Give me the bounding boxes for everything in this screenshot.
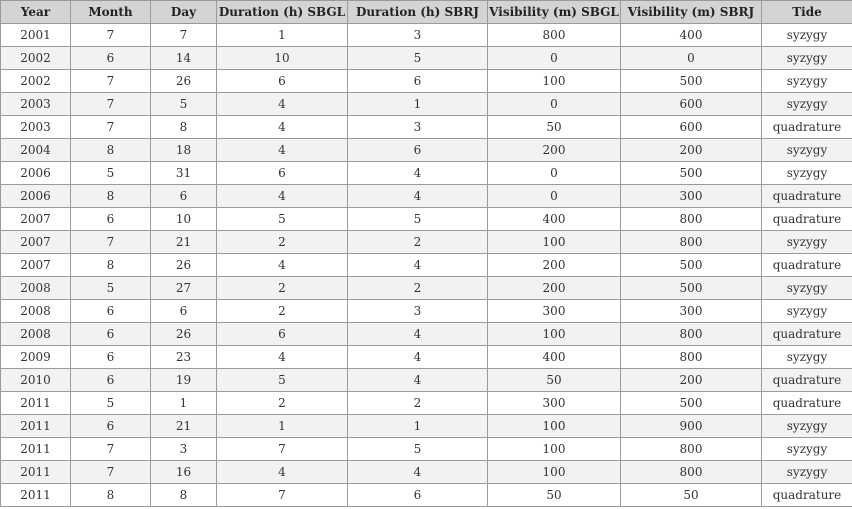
cell-duration-sbrj: 5 [348, 208, 488, 231]
cell-visibility-sbgl: 0 [488, 47, 621, 70]
cell-tide: quadrature [762, 116, 852, 139]
cell-duration-sbrj: 5 [348, 47, 488, 70]
cell-month: 6 [71, 415, 151, 438]
cell-visibility-sbgl: 100 [488, 231, 621, 254]
cell-year: 2001 [1, 24, 71, 47]
cell-duration-sbrj: 4 [348, 369, 488, 392]
cell-duration-sbgl: 4 [217, 254, 348, 277]
cell-duration-sbrj: 4 [348, 323, 488, 346]
table-row [1, 346, 852, 369]
cell-day: 26 [151, 323, 217, 346]
cell-day: 31 [151, 162, 217, 185]
cell-day: 26 [151, 70, 217, 93]
cell-visibility-sbrj: 500 [621, 392, 762, 415]
cell-visibility-sbgl: 200 [488, 254, 621, 277]
cell-month: 8 [71, 139, 151, 162]
cell-year: 2007 [1, 254, 71, 277]
cell-year: 2011 [1, 461, 71, 484]
cell-day: 21 [151, 415, 217, 438]
cell-year: 2004 [1, 139, 71, 162]
cell-visibility-sbrj: 300 [621, 185, 762, 208]
cell-visibility-sbrj: 0 [621, 47, 762, 70]
cell-tide: syzygy [762, 277, 852, 300]
cell-visibility-sbgl: 0 [488, 185, 621, 208]
cell-month: 7 [71, 24, 151, 47]
cell-day: 23 [151, 346, 217, 369]
cell-month: 6 [71, 300, 151, 323]
cell-month: 5 [71, 277, 151, 300]
cell-month: 7 [71, 93, 151, 116]
cell-tide: syzygy [762, 346, 852, 369]
cell-duration-sbrj: 4 [348, 461, 488, 484]
cell-year: 2011 [1, 438, 71, 461]
cell-day: 21 [151, 231, 217, 254]
cell-visibility-sbrj: 600 [621, 116, 762, 139]
cell-day: 14 [151, 47, 217, 70]
cell-month: 8 [71, 484, 151, 507]
cell-visibility-sbgl: 400 [488, 346, 621, 369]
header-visibility-sbrj: Visibility (m) SBRJ [621, 1, 762, 24]
table-row [1, 185, 852, 208]
cell-year: 2008 [1, 277, 71, 300]
table-row [1, 300, 852, 323]
cell-visibility-sbrj: 400 [621, 24, 762, 47]
cell-year: 2011 [1, 484, 71, 507]
header-month: Month [71, 1, 151, 24]
cell-duration-sbgl: 6 [217, 162, 348, 185]
cell-duration-sbrj: 6 [348, 70, 488, 93]
cell-tide: quadrature [762, 185, 852, 208]
cell-tide: syzygy [762, 300, 852, 323]
cell-tide: syzygy [762, 231, 852, 254]
cell-visibility-sbgl: 100 [488, 415, 621, 438]
cell-visibility-sbrj: 800 [621, 208, 762, 231]
cell-day: 10 [151, 208, 217, 231]
cell-visibility-sbrj: 800 [621, 346, 762, 369]
cell-day: 27 [151, 277, 217, 300]
cell-duration-sbrj: 1 [348, 93, 488, 116]
cell-month: 7 [71, 70, 151, 93]
cell-visibility-sbgl: 200 [488, 139, 621, 162]
cell-tide: syzygy [762, 139, 852, 162]
cell-duration-sbrj: 4 [348, 185, 488, 208]
cell-duration-sbrj: 5 [348, 438, 488, 461]
cell-visibility-sbrj: 800 [621, 461, 762, 484]
cell-visibility-sbrj: 500 [621, 162, 762, 185]
cell-month: 7 [71, 116, 151, 139]
cell-visibility-sbrj: 500 [621, 277, 762, 300]
cell-year: 2007 [1, 231, 71, 254]
header-year: Year [1, 1, 71, 24]
cell-visibility-sbgl: 100 [488, 438, 621, 461]
cell-visibility-sbgl: 100 [488, 70, 621, 93]
cell-duration-sbgl: 7 [217, 484, 348, 507]
cell-tide: quadrature [762, 484, 852, 507]
cell-duration-sbgl: 2 [217, 392, 348, 415]
cell-visibility-sbrj: 200 [621, 139, 762, 162]
table-row [1, 139, 852, 162]
table-row [1, 24, 852, 47]
cell-duration-sbgl: 7 [217, 438, 348, 461]
cell-month: 6 [71, 47, 151, 70]
cell-year: 2009 [1, 346, 71, 369]
table-row [1, 70, 852, 93]
header-duration-sbgl: Duration (h) SBGL [217, 1, 348, 24]
cell-day: 19 [151, 369, 217, 392]
cell-duration-sbrj: 6 [348, 484, 488, 507]
cell-tide: syzygy [762, 438, 852, 461]
cell-duration-sbgl: 2 [217, 300, 348, 323]
table-body [1, 24, 852, 507]
cell-duration-sbgl: 2 [217, 277, 348, 300]
cell-duration-sbrj: 4 [348, 254, 488, 277]
cell-year: 2002 [1, 47, 71, 70]
cell-tide: quadrature [762, 323, 852, 346]
cell-tide: syzygy [762, 24, 852, 47]
cell-duration-sbrj: 2 [348, 231, 488, 254]
table-row [1, 162, 852, 185]
cell-visibility-sbgl: 300 [488, 300, 621, 323]
cell-month: 5 [71, 392, 151, 415]
table-row [1, 415, 852, 438]
cell-duration-sbrj: 2 [348, 277, 488, 300]
cell-visibility-sbgl: 800 [488, 24, 621, 47]
cell-visibility-sbgl: 0 [488, 93, 621, 116]
cell-duration-sbrj: 2 [348, 392, 488, 415]
cell-tide: quadrature [762, 369, 852, 392]
cell-day: 5 [151, 93, 217, 116]
cell-duration-sbrj: 1 [348, 415, 488, 438]
cell-duration-sbrj: 6 [348, 139, 488, 162]
cell-duration-sbgl: 4 [217, 116, 348, 139]
cell-year: 2003 [1, 93, 71, 116]
cell-duration-sbgl: 1 [217, 415, 348, 438]
cell-month: 8 [71, 185, 151, 208]
table-row [1, 93, 852, 116]
cell-visibility-sbrj: 50 [621, 484, 762, 507]
cell-duration-sbgl: 5 [217, 369, 348, 392]
cell-day: 8 [151, 484, 217, 507]
cell-year: 2006 [1, 185, 71, 208]
header-day: Day [151, 1, 217, 24]
table-row [1, 208, 852, 231]
header-visibility-sbgl: Visibility (m) SBGL [488, 1, 621, 24]
header-tide: Tide [762, 1, 852, 24]
cell-year: 2008 [1, 300, 71, 323]
cell-day: 26 [151, 254, 217, 277]
cell-day: 16 [151, 461, 217, 484]
cell-visibility-sbgl: 200 [488, 277, 621, 300]
cell-day: 6 [151, 300, 217, 323]
cell-year: 2011 [1, 415, 71, 438]
table-row [1, 323, 852, 346]
cell-tide: syzygy [762, 47, 852, 70]
cell-year: 2007 [1, 208, 71, 231]
cell-year: 2010 [1, 369, 71, 392]
cell-day: 8 [151, 116, 217, 139]
table-row [1, 369, 852, 392]
cell-visibility-sbrj: 200 [621, 369, 762, 392]
cell-visibility-sbgl: 400 [488, 208, 621, 231]
cell-visibility-sbgl: 100 [488, 323, 621, 346]
cell-month: 7 [71, 231, 151, 254]
cell-duration-sbgl: 6 [217, 323, 348, 346]
table-row [1, 47, 852, 70]
cell-tide: syzygy [762, 461, 852, 484]
cell-duration-sbrj: 3 [348, 116, 488, 139]
cell-visibility-sbrj: 600 [621, 93, 762, 116]
table-row [1, 277, 852, 300]
cell-duration-sbgl: 1 [217, 24, 348, 47]
cell-tide: syzygy [762, 415, 852, 438]
cell-visibility-sbgl: 300 [488, 392, 621, 415]
cell-visibility-sbgl: 50 [488, 484, 621, 507]
table-row [1, 392, 852, 415]
cell-visibility-sbgl: 0 [488, 162, 621, 185]
cell-duration-sbgl: 10 [217, 47, 348, 70]
cell-duration-sbrj: 3 [348, 24, 488, 47]
table-row [1, 231, 852, 254]
cell-year: 2011 [1, 392, 71, 415]
cell-day: 7 [151, 24, 217, 47]
cell-duration-sbgl: 4 [217, 346, 348, 369]
cell-visibility-sbgl: 50 [488, 369, 621, 392]
cell-duration-sbgl: 4 [217, 185, 348, 208]
cell-visibility-sbrj: 800 [621, 323, 762, 346]
cell-visibility-sbrj: 500 [621, 70, 762, 93]
cell-visibility-sbgl: 50 [488, 116, 621, 139]
table-row [1, 461, 852, 484]
cell-visibility-sbrj: 500 [621, 254, 762, 277]
cell-month: 7 [71, 461, 151, 484]
cell-duration-sbgl: 2 [217, 231, 348, 254]
cell-month: 6 [71, 346, 151, 369]
cell-day: 18 [151, 139, 217, 162]
cell-duration-sbrj: 4 [348, 162, 488, 185]
header-duration-sbrj: Duration (h) SBRJ [348, 1, 488, 24]
cell-duration-sbgl: 6 [217, 70, 348, 93]
cell-duration-sbgl: 4 [217, 461, 348, 484]
cell-duration-sbrj: 4 [348, 346, 488, 369]
cell-tide: syzygy [762, 162, 852, 185]
cell-tide: quadrature [762, 208, 852, 231]
cell-tide: quadrature [762, 392, 852, 415]
cell-day: 6 [151, 185, 217, 208]
cell-duration-sbgl: 5 [217, 208, 348, 231]
table-row [1, 438, 852, 461]
cell-visibility-sbrj: 800 [621, 438, 762, 461]
cell-duration-sbgl: 4 [217, 139, 348, 162]
cell-tide: quadrature [762, 254, 852, 277]
header-row [1, 1, 852, 24]
cell-visibility-sbrj: 300 [621, 300, 762, 323]
cell-visibility-sbrj: 900 [621, 415, 762, 438]
cell-duration-sbrj: 3 [348, 300, 488, 323]
cell-year: 2006 [1, 162, 71, 185]
cell-year: 2002 [1, 70, 71, 93]
cell-duration-sbgl: 4 [217, 93, 348, 116]
cell-year: 2003 [1, 116, 71, 139]
cell-month: 7 [71, 438, 151, 461]
table-row [1, 484, 852, 507]
cell-tide: syzygy [762, 70, 852, 93]
cell-day: 1 [151, 392, 217, 415]
cell-day: 3 [151, 438, 217, 461]
cell-year: 2008 [1, 323, 71, 346]
cell-tide: syzygy [762, 93, 852, 116]
cell-month: 8 [71, 254, 151, 277]
table-row [1, 254, 852, 277]
table-row [1, 116, 852, 139]
cell-month: 6 [71, 323, 151, 346]
cell-month: 5 [71, 162, 151, 185]
cell-visibility-sbrj: 800 [621, 231, 762, 254]
cell-month: 6 [71, 208, 151, 231]
cell-visibility-sbgl: 100 [488, 461, 621, 484]
cell-month: 6 [71, 369, 151, 392]
